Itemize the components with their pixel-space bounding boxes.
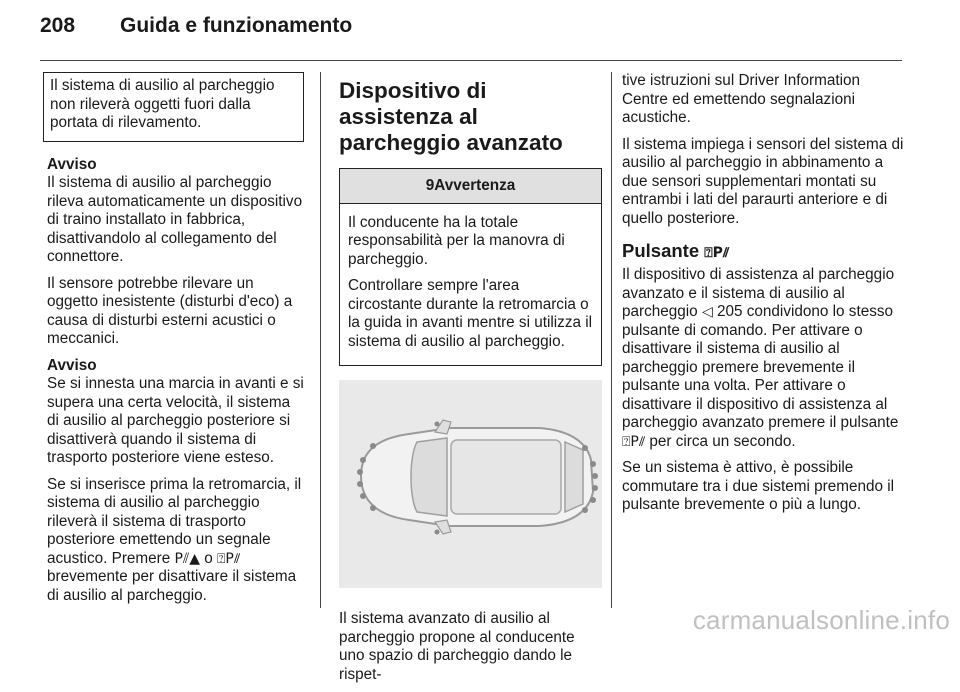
warning-paragraph: Il conducente ha la totale responsabilità per la manovra di parcheggio. xyxy=(348,213,565,268)
column-divider xyxy=(320,72,321,608)
header-divider xyxy=(40,60,902,61)
body-paragraph xyxy=(622,266,904,451)
parking-button-icon: ⍰P⫽ xyxy=(704,245,730,261)
text-run: o xyxy=(199,549,217,567)
warning-title-text: Avvertenza xyxy=(434,177,516,194)
text-run: per circa un secondo. xyxy=(645,432,796,450)
avviso-paragraph: Se si innesta una marcia in avanti e si supera una certa velocità, il sistema di ausilio al parcheggio posteriore si disattiverà quando il sistema di trasporto posteriore viene esteso. xyxy=(47,375,304,466)
column-left xyxy=(47,72,304,613)
watermark: carmanualsonline.info xyxy=(692,605,950,635)
column-middle xyxy=(339,72,602,692)
text-run: Se si inserisce prima la retromarcia, il sistema di ausilio al parcheggio rileverà il sistema di trasporto posteriore emettendo un segnale acustico. Premere xyxy=(47,475,302,567)
warning-body xyxy=(340,204,601,366)
avviso-paragraph: Il sensore potrebbe rilevare un oggetto inesistente (disturbi d'eco) a causa di disturbi esterni acustici o meccanici. xyxy=(47,274,293,347)
car-sensor-figure xyxy=(339,380,602,588)
warning-icon: 9 xyxy=(425,177,435,194)
subheading-pulsante xyxy=(622,240,904,264)
section-heading: Dispositivo di assistenza al parcheggio avanzato xyxy=(339,78,563,155)
car-top-view-icon xyxy=(339,380,602,588)
text-run: Il dispositivo di assistenza al parcheggio avanzato e il sistema di ausilio al parcheggio xyxy=(622,266,895,320)
column-divider xyxy=(611,72,612,608)
avviso-heading: Avviso xyxy=(47,356,97,374)
subheading-text: Pulsante xyxy=(622,240,700,261)
avviso-paragraph: Il sistema di ausilio al parcheggio rileva automaticamente un dispositivo di traino installato in fabbrica, disattivandolo al collegamento del connettore. xyxy=(47,174,303,265)
text-run: 205 condividono lo stesso pulsante di comando. Per attivare o disattivare il sistema di ausilio al parcheggio premere brevemente il pulsante una volta. Per attivare o disattivare il dispositivo di assistenza al parcheggio avanzato premere il pulsante xyxy=(622,303,899,431)
body-paragraph: Se un sistema è attivo, è possibile commutare tra i due sistemi premendo il pulsante brevemente o più a lungo. xyxy=(622,459,895,513)
avviso-paragraph xyxy=(47,476,304,606)
warning-title xyxy=(340,169,601,204)
note-box: Il sistema di ausilio al parcheggio non rileverà oggetti fuori dalla portata di rilevamento. xyxy=(43,72,304,142)
body-paragraph: Il sistema avanzato di ausilio al parcheggio propone al conducente uno spazio di parcheggio dando le rispet- xyxy=(339,610,575,683)
parking-button-icon: ⍰P⫽ xyxy=(217,550,241,567)
body-paragraph: Il sistema impiega i sensori del sistema di ausilio al parcheggio in abbinamento a due sensori supplementari montati su entrambi i lati del paraurti anteriore e di quello posteriore. xyxy=(622,135,904,227)
avviso-heading: Avviso xyxy=(47,155,97,173)
column-right xyxy=(622,72,904,523)
parking-button-icon: ⍰P⫽ xyxy=(622,433,646,450)
body-paragraph: tive istruzioni sul Driver Information Centre ed emettendo segnalazioni acustiche. xyxy=(622,72,861,126)
warning-box xyxy=(339,168,602,366)
page-reference-icon: ◁ xyxy=(701,304,713,320)
park-assist-icon: P⫽▲ xyxy=(174,550,200,567)
page-number: 208 xyxy=(40,14,76,37)
text-run: brevemente per disattivare il sistema di ausilio al parcheggio. xyxy=(47,568,297,604)
warning-paragraph: Controllare sempre l'area circostante durante la retromarcia o la guida in avanti mentre si utilizza il sistema di ausilio al parcheggio. xyxy=(348,277,593,350)
section-title: Guida e funzionamento xyxy=(120,14,353,37)
